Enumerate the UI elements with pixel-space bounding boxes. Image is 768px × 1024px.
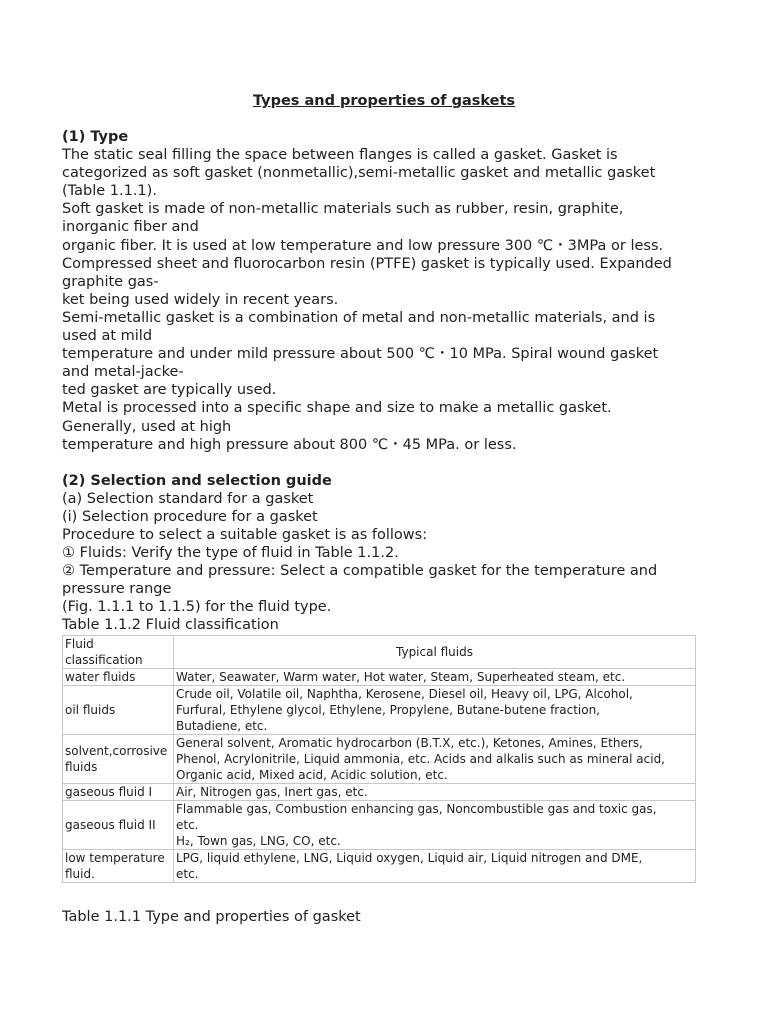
text-line: ① Fluids: Verify the type of fluid in Table 1.1.2. [62,545,399,562]
text-line: used at mild [62,328,153,345]
section-type-text [62,146,702,454]
typical-fluids-cell [174,783,696,800]
text-line: organic fiber. It is used at low temperature and low pressure 300 ℃・3MPa or less. [62,237,664,254]
cell-text: fluid. [65,866,95,881]
fluid-classification-table [62,635,696,883]
cell-text: classification [65,652,143,667]
section-selection-text [62,490,702,635]
text-line: Procedure to select a suitable gasket is as follows: [62,526,428,543]
text-line: temperature and high pressure about 800 ℃・45 MPa. or less. [62,436,517,453]
fluid-classification-cell [63,685,174,734]
text-line: pressure range [62,581,172,598]
text-line: Generally, used at high [62,418,232,435]
text-line: Semi-metallic gasket is a combination of metal and non-metallic materials, and is [62,309,656,326]
cell-text: Fluid [65,636,94,651]
cell-text: low temperature [65,850,165,865]
text-line: temperature and under mild pressure about 500 ℃・10 MPa. Spiral wound gasket [62,346,659,363]
table-row [63,849,696,882]
header-fluid-classification [63,635,174,668]
cell-text: H₂, Town gas, LNG, CO, etc. [176,833,341,848]
text-line: Table 1.1.2 Fluid classification [62,617,279,634]
typical-fluids-cell [174,668,696,685]
typical-fluids-cell [174,685,696,734]
header-typical-fluids: Typical fluids [174,635,696,668]
cell-text: Water, Seawater, Warm water, Hot water, Steam, Superheated steam, etc. [176,669,626,684]
fluid-classification-cell [63,783,174,800]
text-line: ket being used widely in recent years. [62,291,339,308]
text-line: Metal is processed into a specific shape and size to make a metallic gasket. [62,400,612,417]
typical-fluids-cell [174,734,696,783]
cell-text: water fluids [65,669,136,684]
table-caption: Table 1.1.1 Type and properties of gasket [62,909,361,925]
cell-text: Phenol, Acrylonitrile, Liquid ammonia, etc. Acids and alkalis such as mineral acid, [176,751,665,766]
cell-text: Butadiene, etc. [176,718,268,733]
text-line: ② Temperature and pressure: Select a compatible gasket for the temperature and [62,563,658,580]
page-title: Types and properties of gaskets [252,93,516,109]
text-line: inorganic fiber and [62,219,199,236]
cell-text: Flammable gas, Combustion enhancing gas, Noncombustible gas and toxic gas, [176,801,657,816]
section-heading-selection: (2) Selection and selection guide [62,472,332,489]
text-line: ted gasket are typically used. [62,382,277,399]
fluid-classification-cell [63,734,174,783]
table-row [63,734,696,783]
typical-fluids-cell [174,800,696,849]
text-line: and metal-jacke- [62,364,184,381]
fluid-classification-cell [63,668,174,685]
text-line: (Fig. 1.1.1 to 1.1.5) for the fluid type. [62,599,332,616]
table-header-row [63,635,696,668]
cell-text: General solvent, Aromatic hydrocarbon (B.T.X, etc.), Ketones, Amines, Ethers, [176,735,643,750]
cell-text: Air, Nitrogen gas, Inert gas, etc. [176,784,368,799]
document-body [62,128,702,883]
table-row [63,800,696,849]
fluid-classification-cell [63,849,174,882]
cell-text: gaseous fluid I [65,784,153,799]
text-line: (i) Selection procedure for a gasket [62,508,318,525]
typical-fluids-cell [174,849,696,882]
text-line: (Table 1.1.1). [62,183,157,200]
text-line: Soft gasket is made of non-metallic materials such as rubber, resin, graphite, [62,201,624,218]
table-row [63,685,696,734]
cell-text: etc. [176,866,199,881]
cell-text: LPG, liquid ethylene, LNG, Liquid oxygen, Liquid air, Liquid nitrogen and DME, [176,850,643,865]
cell-text: Organic acid, Mixed acid, Acidic solution, etc. [176,767,448,782]
text-line: categorized as soft gasket (nonmetallic),semi-metallic gasket and metallic gasket [62,165,656,182]
cell-text: oil fluids [65,702,116,717]
table-row [63,783,696,800]
cell-text: Crude oil, Volatile oil, Naphtha, Kerosene, Diesel oil, Heavy oil, LPG, Alcohol, [176,686,633,701]
cell-text: fluids [65,759,98,774]
text-line: The static seal filling the space between flanges is called a gasket. Gasket is [62,147,618,164]
cell-text: Furfural, Ethylene glycol, Ethylene, Propylene, Butane-butene fraction, [176,702,600,717]
section-heading-type: (1) Type [62,129,129,145]
text-line: Compressed sheet and fluorocarbon resin (PTFE) gasket is typically used. Expanded [62,255,672,272]
cell-text: etc. [176,817,199,832]
fluid-classification-cell [63,800,174,849]
cell-text: solvent,corrosive [65,743,168,758]
text-line: (a) Selection standard for a gasket [62,490,314,507]
table-row [63,668,696,685]
cell-text: gaseous fluid II [65,817,156,832]
text-line: graphite gas- [62,273,159,290]
